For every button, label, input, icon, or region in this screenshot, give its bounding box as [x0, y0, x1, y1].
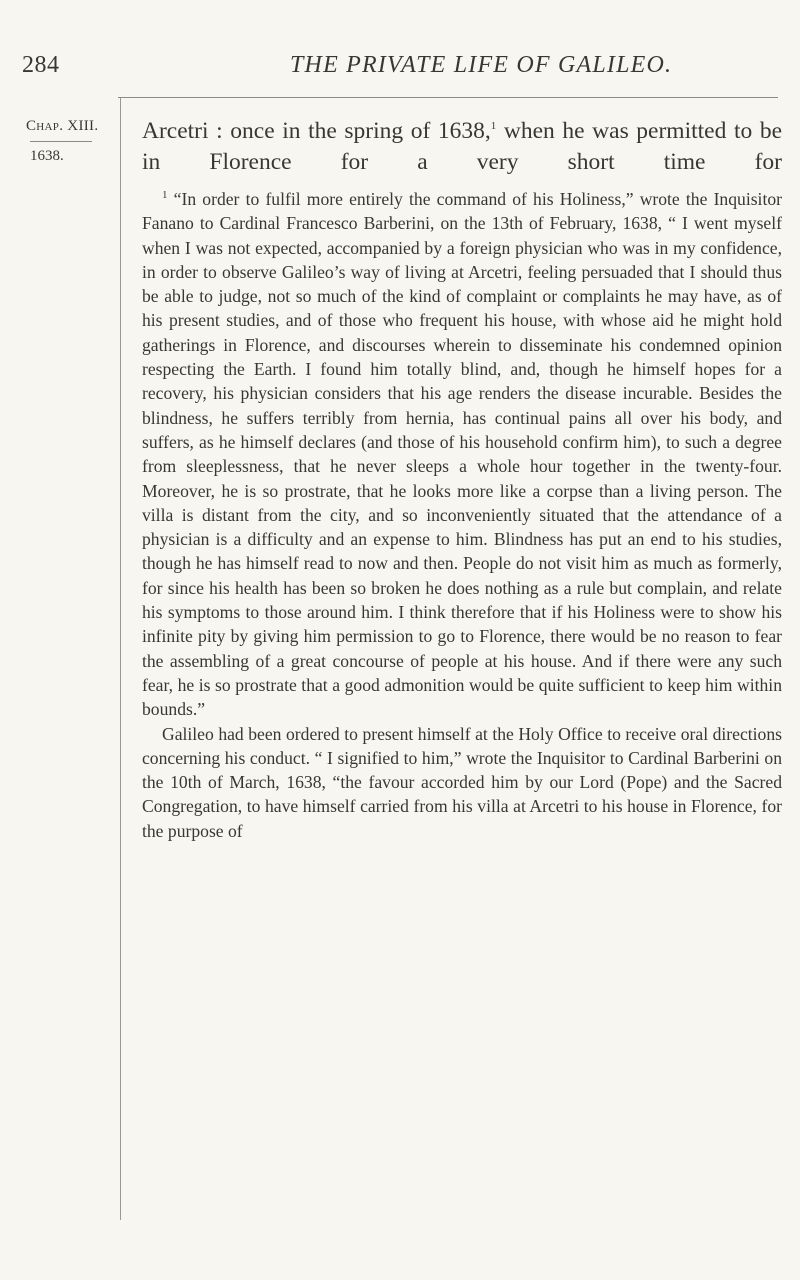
body-text-start: Arcetri : once in the spring of 1638, [142, 118, 491, 144]
chapter-label: Chap. XIII. [26, 118, 99, 134]
body-text-end: when he was permitted to be in Florence for a very short time for [142, 118, 783, 175]
margin-note [26, 118, 116, 165]
header-rule [118, 97, 778, 98]
year-label: 1638. [30, 148, 64, 164]
footnote-reference: 1 [490, 120, 497, 133]
footnote-paragraph-2: Galileo had been ordered to present himself at the Holy Office to receive oral directions concerning his conduct. “ I signified to him,” wrote the Inquisitor to Cardinal Barberini on the 10th of March, 1638, “the favour accorded him by our Lord (Pope) and the Sacred Congregation, to have himself carried from his villa at Arcetri to his house in Florence, for the purpose of [142, 723, 782, 841]
page-number: 284 [22, 52, 60, 78]
margin-rule [30, 141, 92, 142]
body-text [142, 116, 782, 178]
footnote-paragraph-1 [142, 187, 782, 722]
running-head [0, 52, 800, 88]
footnote [142, 187, 782, 843]
margin-divider [120, 98, 121, 1220]
footnote-mark: 1 [162, 189, 168, 202]
footnote-text-1: “In order to fulfil more entirely the command of his Holiness,” wrote the Inquisitor Fanano to Cardinal Francesco Barberini, on the 13th of February, 1638, “ I went myself when I was not expected, accompanied by a foreign physician who was in my confidence, in order to observe Galileo’s way of living at Arcetri, feeling persuaded that I should thus be able to judge, not so much of the kind of complaint or complaints he may have, as of his present studies, and of those who frequent his house, with whose aid he might hold gatherings in Florence, and discourses wherein to disseminate his condemned opinion respecting the Earth. I found him totally blind, and, though he himself hopes for a recovery, his physician considers that his age renders the disease incurable. Besides the blindness, he suffers terribly from hernia, has continual pains all over his body, and suffers, as he himself declares (and those of his household confirm him), to such a degree from sleeplessness, that he never sleeps a whole hour together in the twenty-four. Moreover, he is so prostrate, that he looks more like a corpse than a living person. The villa is distant from the city, and so inconveniently situated that the attendance of a physician is a difficulty and an expense to him. Blindness has put an end to his studies, though he has himself read to now and then. People do not visit him as much as formerly, for since his health has been so broken he does nothing as a rule but complain, and relate his symptoms to those around him. I think therefore that if his Holiness were to show his infinite pity by giving him permission to go to Florence, there would be no reason to fear the assembling of a great concourse of people at his house. And if there were any such fear, he is so prostrate that a good admonition would be quite sufficient to keep him within bounds.” [142, 189, 782, 720]
running-title: THE PRIVATE LIFE OF GALILEO. [290, 52, 673, 78]
